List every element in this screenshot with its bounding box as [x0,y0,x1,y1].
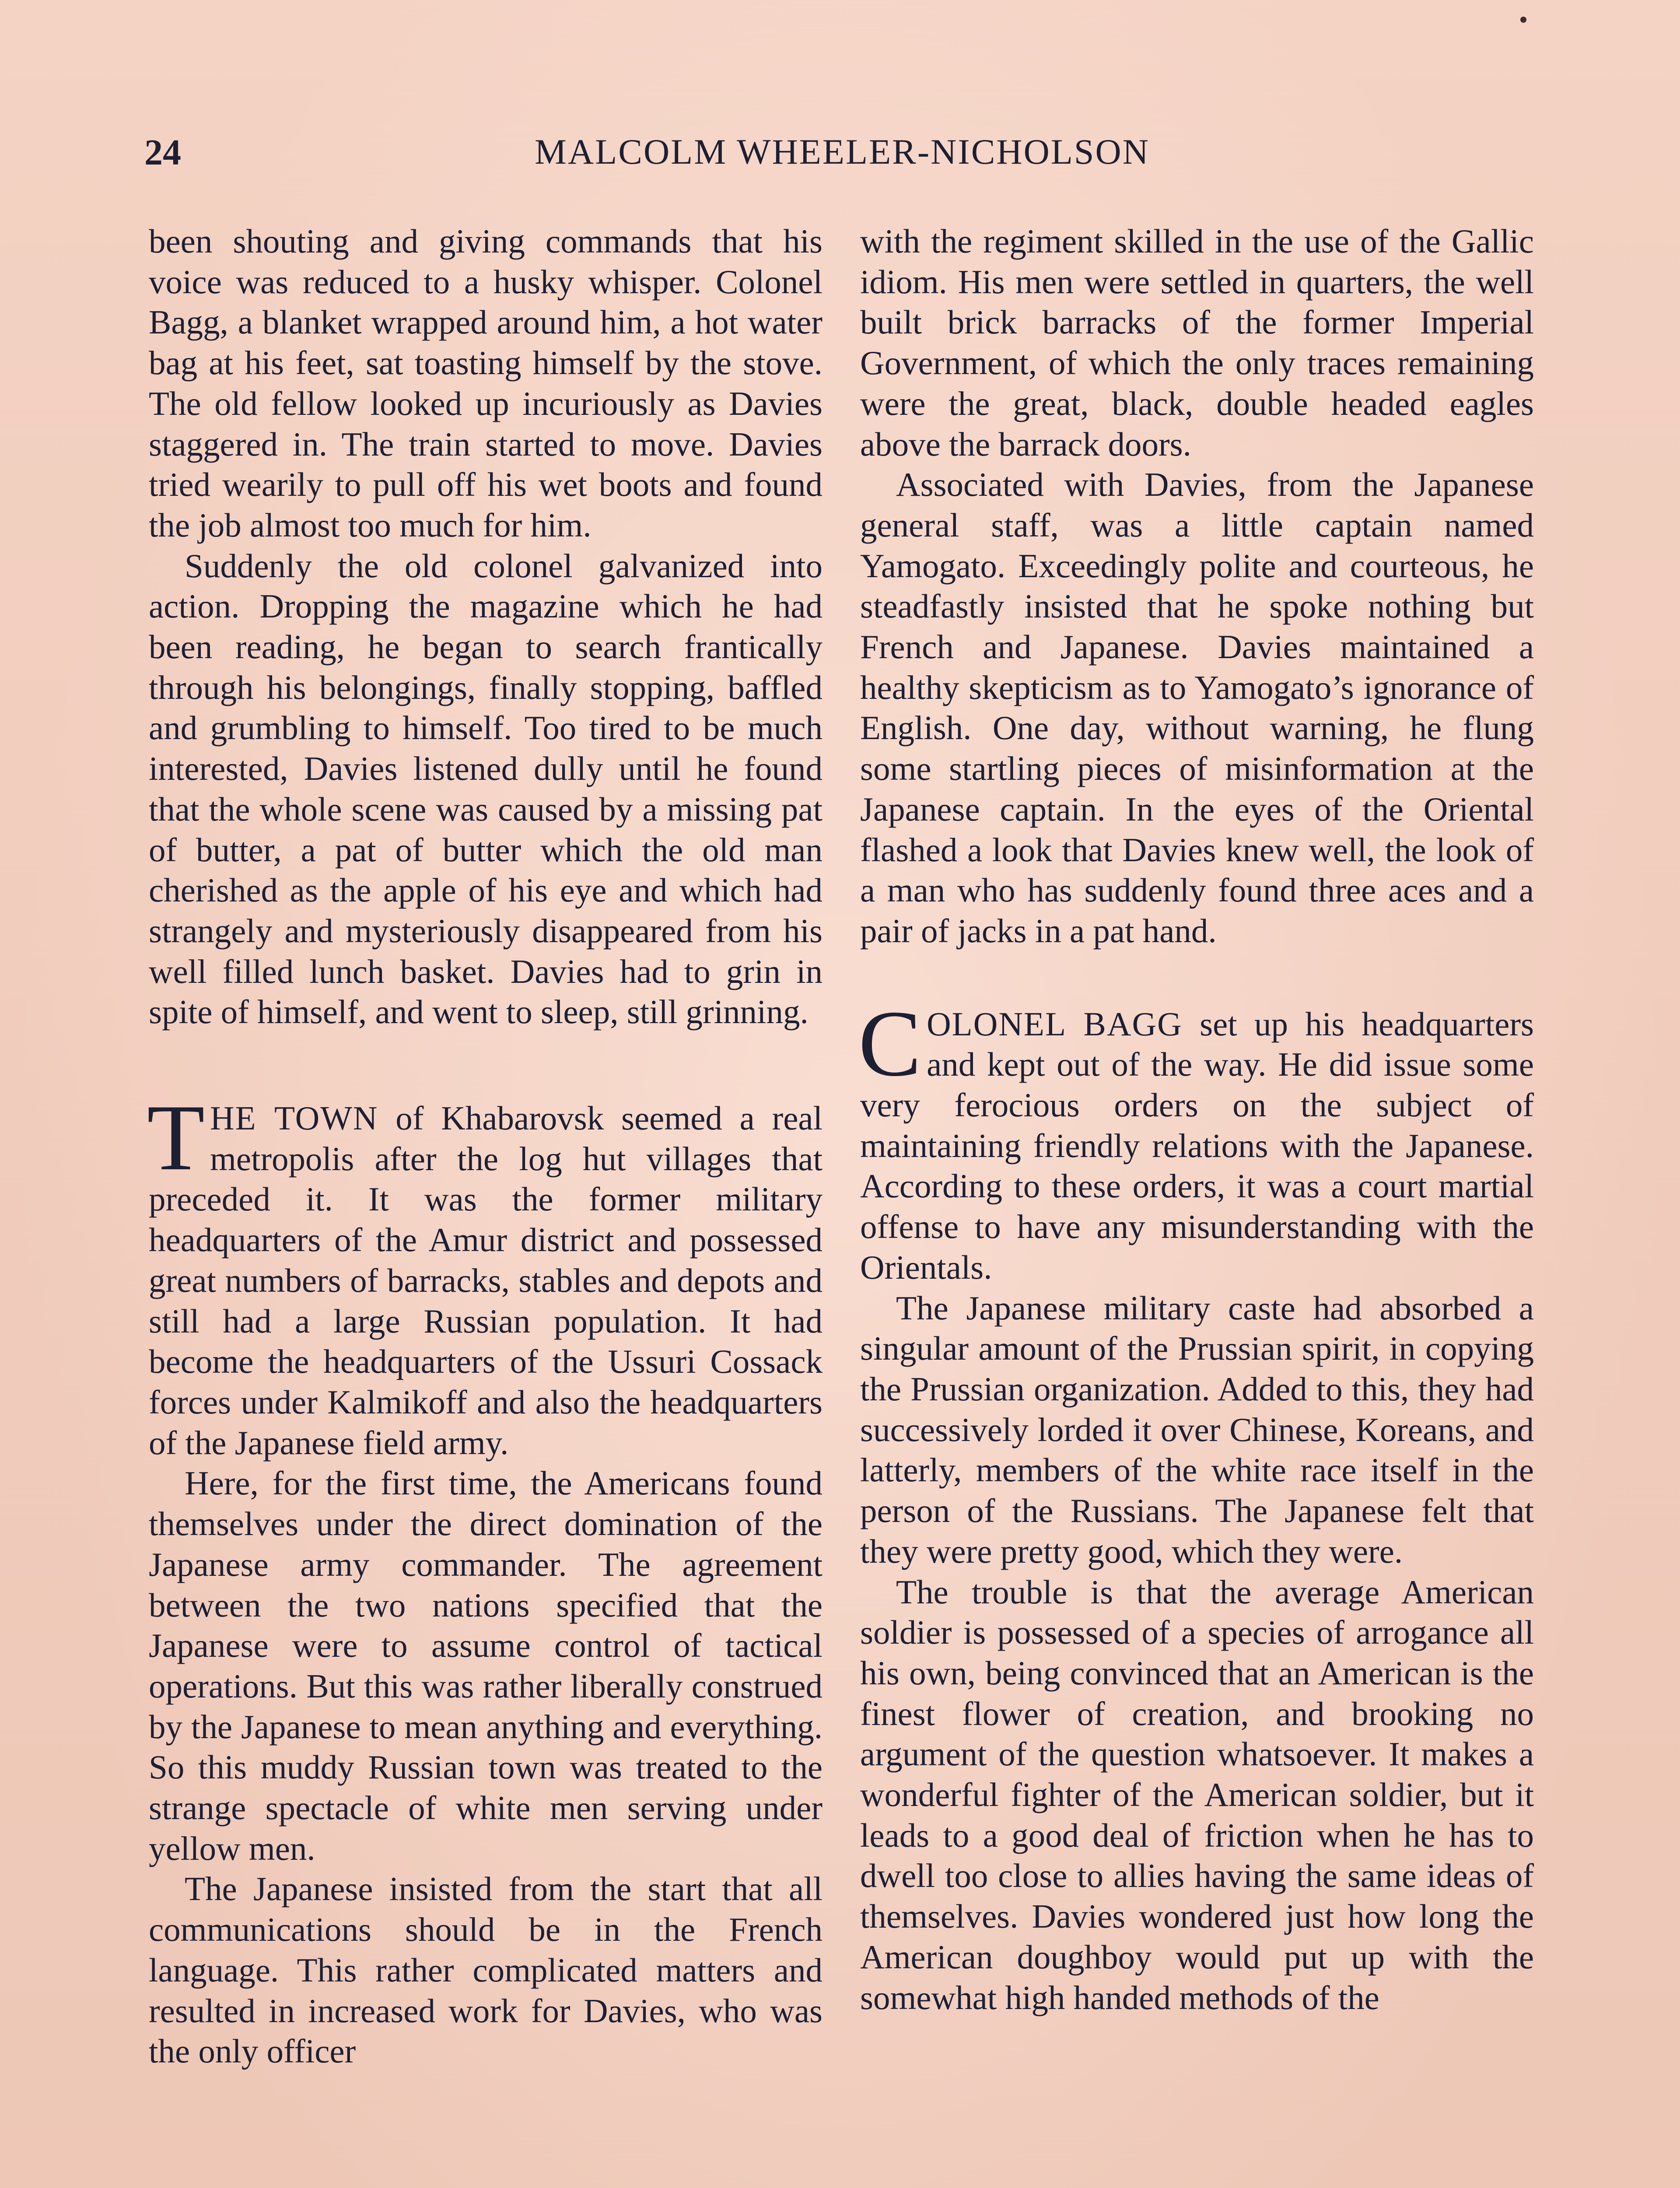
running-head: MALCOLM WHEELER-NICHOLSON [535,132,1150,172]
drop-cap: T [147,1085,205,1190]
paragraph: The Japanese military caste had absorbed a singular amount of the Prussian spirit, in copying the Prussian organization. Added to this, they had successively lorded it over Chinese, Koreans, and latterly, members of the white race itself in the person of the Russians. The Japanese felt that they were pretty good, which they were. [860,1289,1534,1570]
ink-spot [1520,17,1526,23]
drop-cap: C [858,991,922,1096]
paragraph: Suddenly the old colonel galvanized into action. Dropping the magazine which he had been reading, he began to search frantically through his belongings, finally stopping, baffled and grumbling to himself. Too tired to be much interested, Davies listened dully until he found that the whole scene was caused by a missing pat of butter, a pat of butter which the old man cherished as the apple of his eye and which had strangely and mysteriously disappeared from his well filled lunch basket. Davies had to grin in spite of himself, and went to sleep, still grinning. [149,547,822,1031]
paragraph: Associated with Davies, from the Japanese general staff, was a little captain named Yamogato. Exceedingly polite and courteous, he steadfastly insisted that he spoke nothing but French and Japanese. Davies maintained a healthy skepticism as to Yamogato’s ignorance of English. One day, without warning, he flung some startling pieces of misinformation at the Japanese captain. In the eyes of the Oriental flashed a look that Davies knew well, the look of a man who has suddenly found three aces and a pair of jacks in a pat hand. [860,466,1534,950]
right-column [860,221,1534,2018]
section-paragraph [858,991,1534,1288]
paragraph-text: set up his headquarters and kept out of the way. He did issue some very ferocious orders on the subject of maintaining friendly relations with the Japanese. According to these orders, it was a court martial offense to have any misunderstanding with the Orientals. [860,1005,1534,1286]
page-number: 24 [144,132,181,173]
lead-in: OLONEL BAGG [927,1005,1183,1043]
paragraph: The trouble is that the average American soldier is possessed of a species of arrogance all his own, being convinced that an American is the finest flower of creation, and brooking no argument of the question whatsoever. It makes a wonderful fighter of the American soldier, but it leads to a good deal of friction when he has to dwell too close to allies having the same ideas of themselves. Davies wondered just how long the American doughboy would put up with the somewhat high handed methods of the [860,1573,1534,2016]
paragraph: with the regiment skilled in the use of the Gallic idiom. His men were settled in quarters, the well built brick barracks of the former Imperial Government, of which the only traces remaining were the great, black, double headed eagles above the barrack doors. [860,222,1534,463]
lead-in: HE TOWN [210,1099,378,1137]
paragraph-text: of Khabarovsk seemed a real metropolis after the log hut villages that preceded it. It was the former military headquarters of the Amur district and possessed great numbers of barracks, stables and depots and still had a large Russian population. It had become the headquarters of the Ussuri Cossack forces under Kalmikoff and also the headquarters of the Japanese field army. [149,1099,822,1462]
paragraph: Here, for the first time, the Americans found themselves under the direct domination of the Japanese army commander. The agreement between the two nations specified that the Japanese were to assume control of tactical operations. But this was rather liberally construed by the Japanese to mean anything and everything. So this muddy Russian town was treated to the strange spectacle of white men serving under yellow men. [149,1464,822,1867]
left-column [149,221,822,2072]
paragraph: been shouting and giving commands that his voice was reduced to a husky whisper. Colonel Bagg, a blanket wrapped around him, a hot water bag at his feet, sat toasting himself by the stove. The old fellow looked up incuriously as Davies staggered in. The train started to move. Davies tried wearily to pull off his wet boots and found the job almost too much for him. [149,222,822,544]
section-paragraph [147,1085,822,1463]
page-header [144,131,1540,184]
paragraph: The Japanese insisted from the start that all communications should be in the French language. This rather complicated matters and resulted in increased work for Davies, who was the only officer [149,1870,822,2070]
